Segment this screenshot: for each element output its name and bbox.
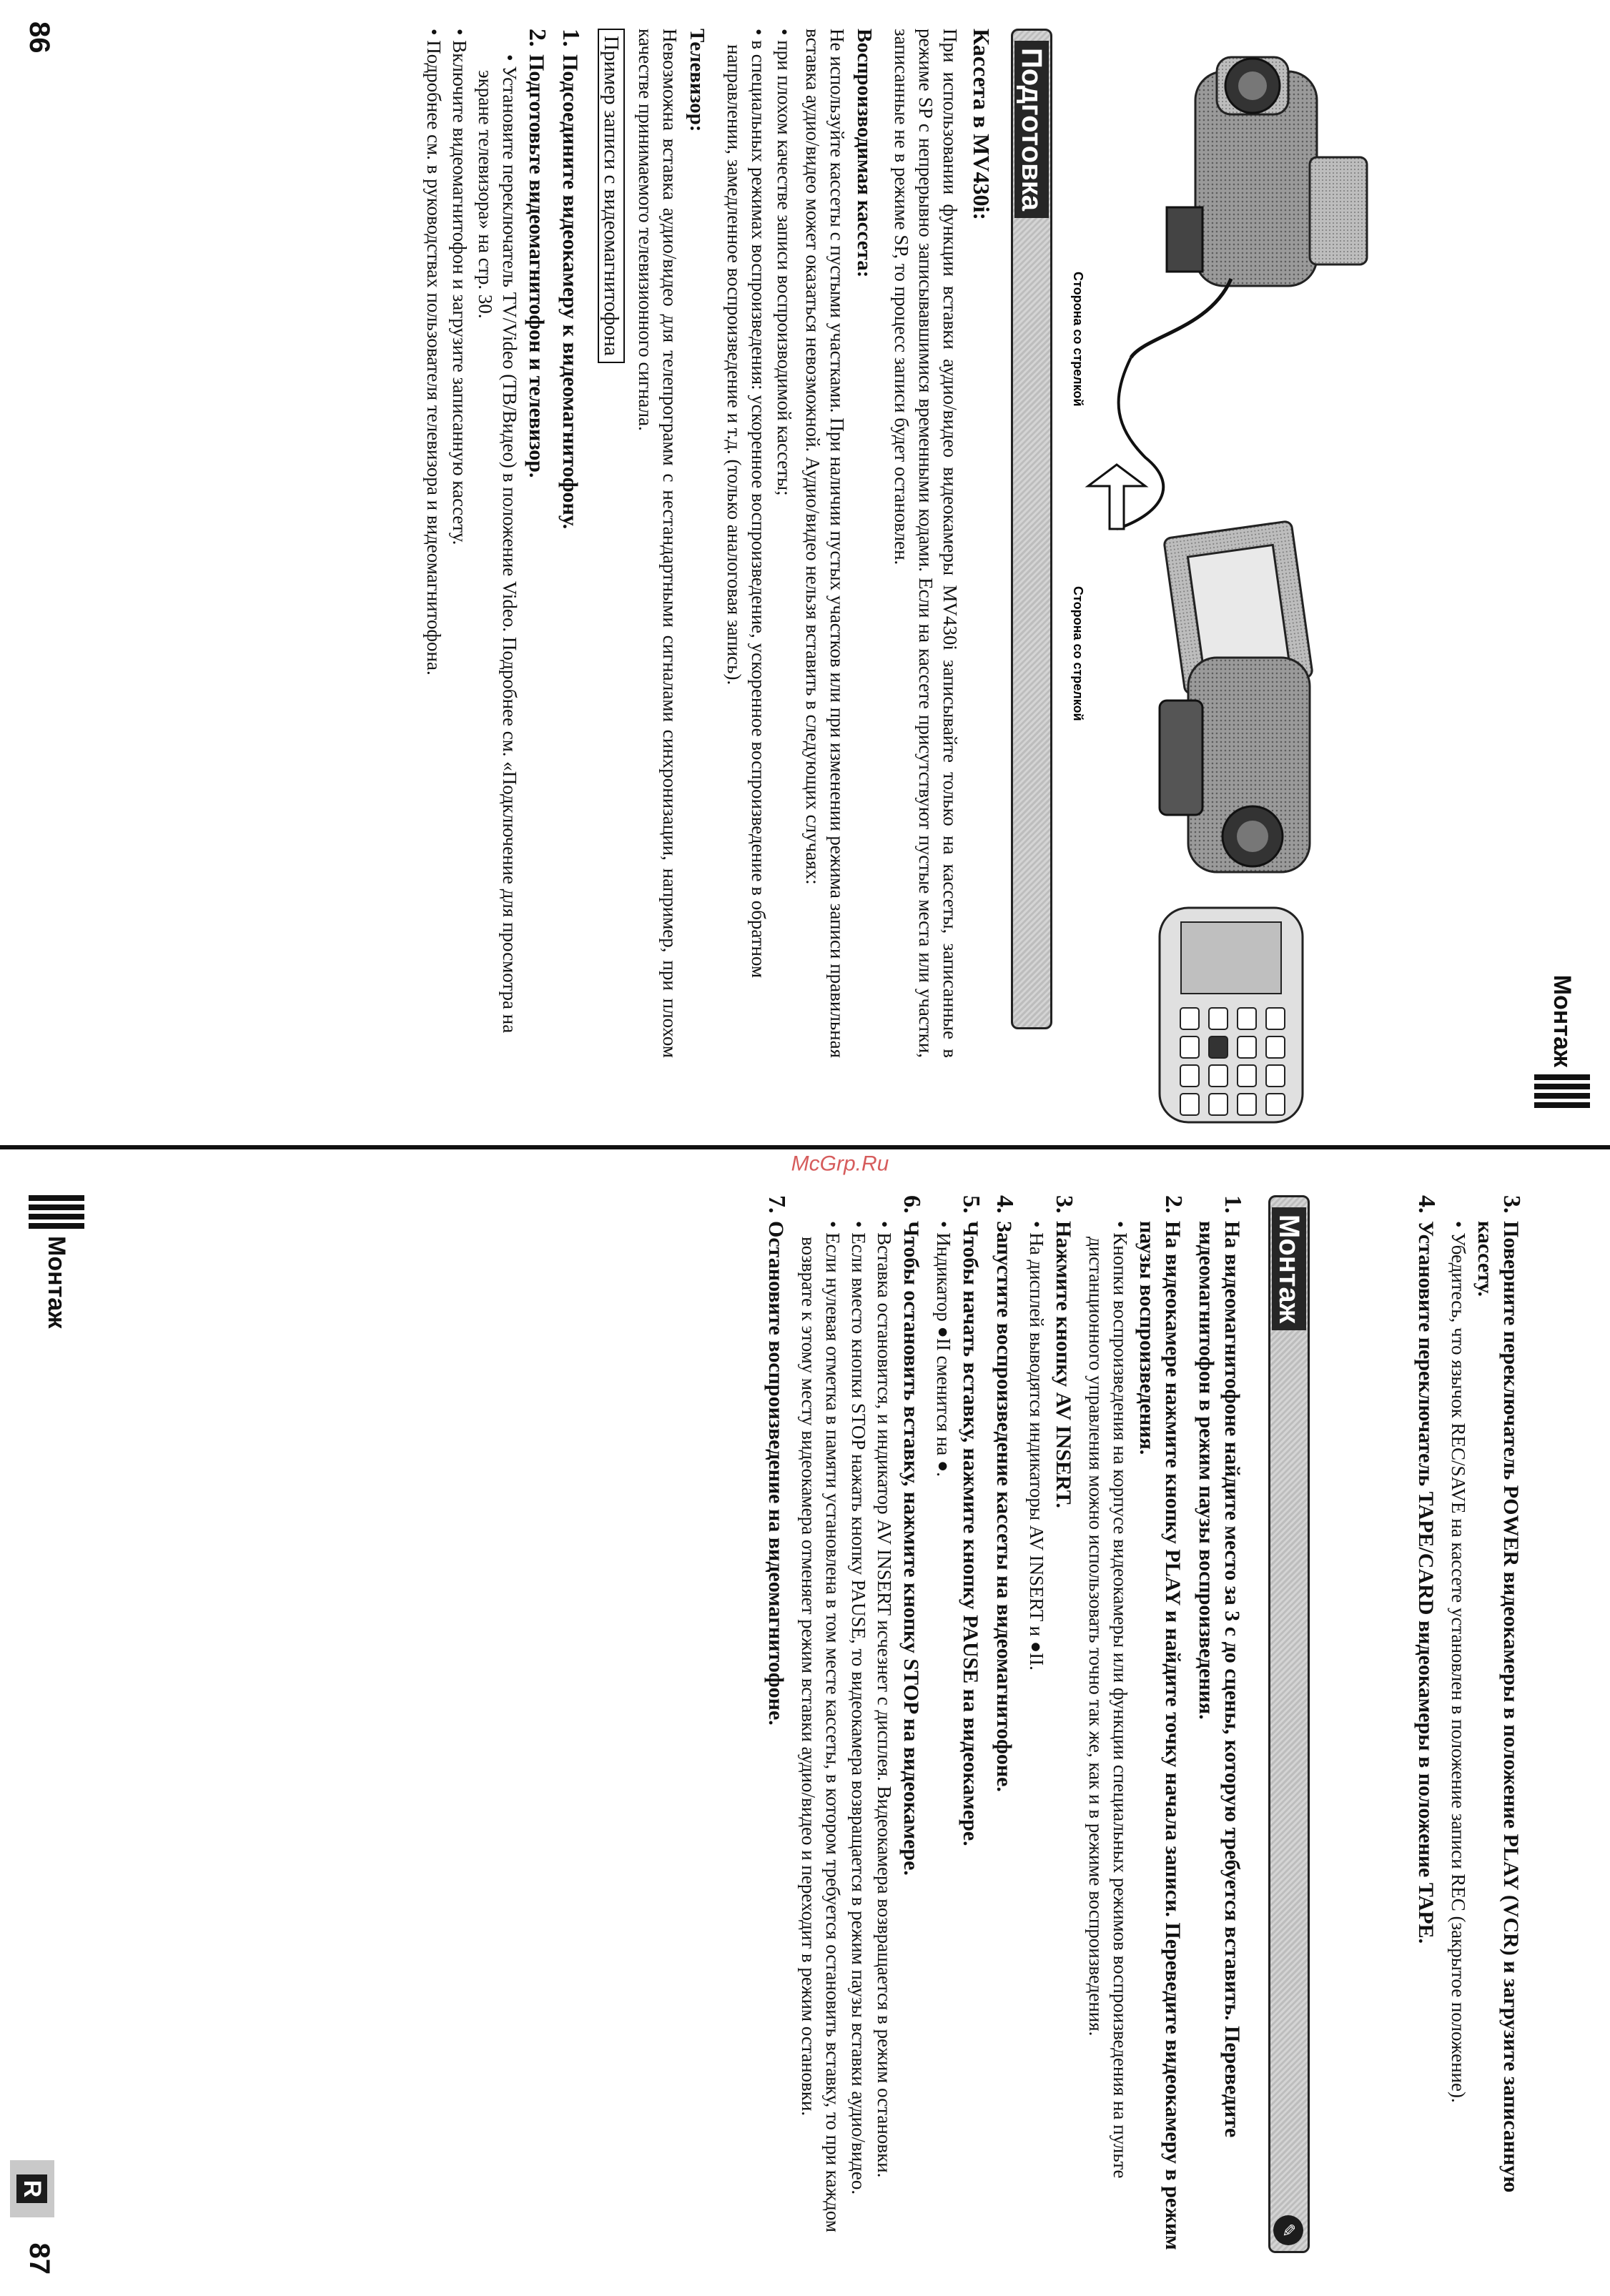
section-heading-editing (1268, 1195, 1310, 2253)
playback-text: Не используйте кассеты с пустыми участками. При наличии пустых участков или при изменении режима записи правильная вставка аудио/видео может оказаться невозможной. Аудио/видео нельзя вставить в следующих случаях: (802, 29, 848, 1058)
page-86 (0, 0, 1610, 1129)
camcorder-drawing (1160, 521, 1313, 872)
step-number: 2. (524, 29, 550, 47)
step-bullet: • Кнопки воспроизведения на корпусе видеокамеры или функции специальных режимов воспроизведения на пульте дистанционного управления можно использовать точно так же, как и в режиме воспроизведения. (1084, 1221, 1132, 2253)
runner-title: Монтаж (43, 1236, 71, 1329)
page-number: 86 (24, 21, 55, 54)
step-number: 7. (764, 1195, 790, 1214)
step-text: Подготовьте видеомагнитофон и телевизор. (525, 54, 548, 478)
step-item (1050, 1195, 1077, 2253)
cassette-text: При использовании функции вставки аудио/видео видеокамеры MV430i записывайте только на кассеты, записанные в режиме SP с непрерывно записывавшимися временными кодами. Если на кассете присутствуют пустые места или участки, записанные не в режиме SP, то процесс записи будет остановлен. (891, 29, 961, 1058)
step-bullet: • Если вместо кнопки STOP нажать кнопку PAUSE, то видеокамера возвращается в режим паузы вставки аудио/видео. (846, 1221, 871, 2253)
editing-steps (761, 1195, 1253, 2253)
page-divider (0, 1145, 1610, 1149)
watermark: McGrp.Ru (791, 1152, 889, 1176)
step-text: Поверните переключатель POWER видеокамеры в положение PLAY (VCR) и загрузите записанную кассету. (1473, 1221, 1523, 2193)
playback-heading: Воспроизводимая кассета: (853, 29, 876, 278)
step-text: Нажмите кнопку AV INSERT. (1052, 1221, 1075, 1508)
step-text: Запустите воспроизведение кассеты на видеомагнитофоне. (992, 1221, 1016, 1792)
cassette-heading: Кассета в MV430i: (969, 29, 994, 221)
step-number: 3. (1051, 1195, 1077, 1214)
connection-illustration (1045, 29, 1446, 1129)
step-bullet: • Если нулевая отметка в памяти установлена в том месте кассеты, в котором требуется остановить вставку, то при каждом возврате к этому месту видеокамера отменяет режим вставки аудио/видео и переходит в режим остановки. (796, 1221, 845, 2253)
page-runner (1534, 975, 1590, 1108)
playback-bullet: • в специальных режимах воспроизведения: ускоренное воспроизведение, ускоренное воспроизведение в обратном направлении, замедленное воспроизведение и т.д. (только аналоговая запись). (722, 29, 771, 1058)
step-item (898, 1195, 924, 2253)
step-number: 1. (1220, 1195, 1246, 1214)
camcorder-callout: Сторона со стрелкой (1071, 272, 1085, 407)
step-bullet: • Вставка остановится, и индикатор AV INSERT исчезнет с дисплея. Видеокамера возвращается в режим остановки. (872, 1221, 897, 2253)
step-number: 2. (1160, 1195, 1187, 1214)
step-bullet: • Подробнее см. в руководствах пользователя телевизора и видеомагнитофона. (422, 29, 446, 1058)
step-item (1472, 1195, 1524, 2253)
preparation-content (420, 29, 995, 1058)
step-text: Чтобы начать вставку, нажмите кнопку PAUSE на видеокамере. (959, 1221, 982, 1846)
step-number: 5. (958, 1195, 984, 1214)
runner-title: Монтаж (1549, 974, 1576, 1067)
step-item (957, 1195, 984, 2253)
step-item (557, 29, 583, 1058)
step-number: 3. (1498, 1195, 1525, 1214)
step-text: Подсоедините видеокамеру к видеомагнитофону. (558, 54, 582, 530)
step-item (523, 29, 550, 1058)
step-text: Чтобы остановить вставку, нажмите кнопку STOP на видеокамере. (899, 1221, 923, 1876)
example-box: Пример записи с видеомагнитофона (598, 29, 625, 363)
page-number: 87 (24, 2242, 55, 2275)
step-number: 4. (1413, 1195, 1440, 1214)
step-bullet: • Установите переключатель TV/Video (ТВ/Видео) в положение Video. Подробнее см. «Подключение для просмотра на экране телевизора» на стр. 30. (473, 54, 522, 1058)
tv-heading: Телевизор: (686, 29, 708, 132)
playback-bullet: • при плохом качестве записи воспроизводимой кассеты; (772, 29, 796, 1058)
step-text: На видеомагнитофоне найдите место за 3 с до сцены, которую требуется вставить. Переведите видеомагнитофон в режим паузы воспроизведения. (1195, 1221, 1244, 2138)
vcr-callout: Сторона со стрелкой (1071, 586, 1085, 721)
step-item (763, 1195, 789, 2253)
vcr-camcorder-drawing (1131, 57, 1367, 357)
intro-steps (1411, 1195, 1531, 2253)
runner-bars-icon (29, 1195, 84, 1229)
step-item (1413, 1195, 1439, 2253)
step-bullet: • Индикатор ●II сменится на ●. (932, 1221, 956, 2253)
language-tab-label: R (17, 2174, 48, 2204)
step-number: 4. (992, 1195, 1018, 1214)
section-title: Подготовка (1014, 41, 1049, 218)
step-bullet: • Включите видеомагнитофон и загрузите записанную кассету. (448, 29, 472, 1058)
step-text: На видеокамере нажмите кнопку PLAY и найдите точку начала записи. Переведите видеокамеру в режим паузы воспроизведения. (1135, 1221, 1185, 2250)
step-text: Установите переключатель TAPE/CARD видеокамеры в положение TAPE. (1414, 1221, 1438, 1944)
page-runner (29, 1195, 84, 1328)
editing-icon: ✎ (1273, 2215, 1303, 2245)
section-title: Монтаж (1272, 1207, 1306, 1330)
runner-bars-icon (1534, 1074, 1590, 1108)
step-number: 1. (558, 29, 584, 47)
step-item (1134, 1195, 1186, 2253)
step-bullet: • На дисплей выводятся индикаторы AV INSERT и ●II. (1024, 1221, 1049, 2253)
step-item (1193, 1195, 1245, 2253)
step-number: 6. (899, 1195, 925, 1214)
connection-diagram (1045, 29, 1446, 1129)
step-item (991, 1195, 1017, 2253)
step-bullet: • Убедитесь, что язычок REC/SAVE на кассете установлен в положение записи REC (закрытое положение). (1446, 1221, 1471, 2253)
tv-text: Невозможна вставка аудио/видео для телепрограмм с нестандартными сигналами синхронизации, например, при плохом качестве принимаемого телевизионного сигнала. (635, 29, 681, 1058)
language-tab (10, 2160, 54, 2217)
step-text: Остановите воспроизведение на видеомагнитофоне. (764, 1221, 788, 1726)
page-87 (0, 1167, 1610, 2296)
remote-control-drawing (1160, 908, 1303, 1122)
section-heading-preparation (1011, 29, 1052, 1029)
